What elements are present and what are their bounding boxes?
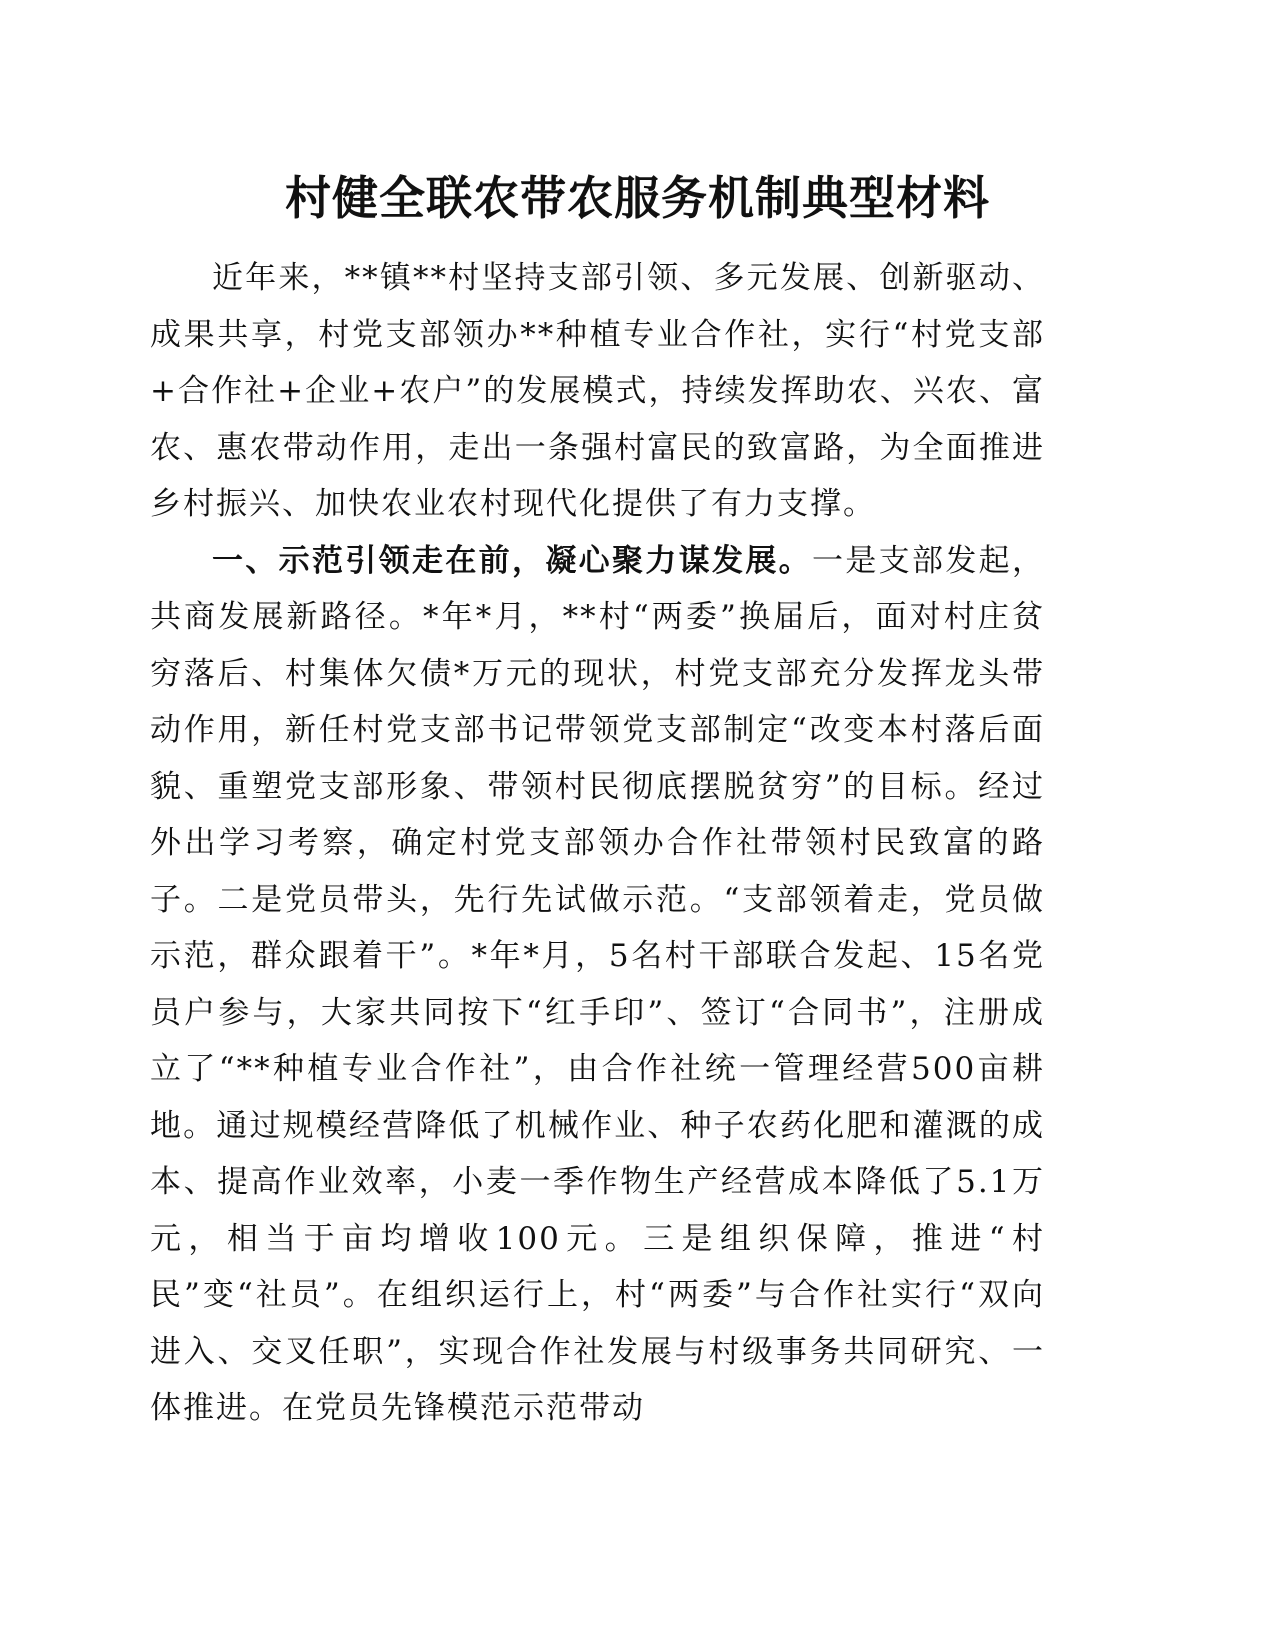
- document-body: [150, 250, 1045, 1437]
- section1-text: 一是支部发起，共商发展新路径。*年*月，**村“两委”换届后，面对村庄贫穷落后、村集体欠债*万元的现状，村党支部充分发挥龙头带动作用，新任村党支部书记带领党支部制定“改变本村落后面貌、重塑党支部形象、带领村民彻底摆脱贫穷”的目标。经过外出学习考察，确定村党支部领办合作社带领村民致富的路子。二是党员带头，先行先试做示范。“支部领着走，党员做示范，群众跟着干”。*年*月，5名村干部联合发起、15名党员户参与，大家共同按下“红手印”、签订“合同书”，注册成立了“**种植专业合作社”，由合作社统一管理经营500亩耕地。通过规模经营降低了机械作业、种子农药化肥和灌溉的成本、提高作业效率，小麦一季作物生产经营成本降低了5.1万元，相当于亩均增收100元。三是组织保障，推进“村民”变“社员”。在组织运行上，村“两委”与合作社实行“双向进入、交叉任职”，实现合作社发展与村级事务共同研究、一体推进。在党员先锋模范示范带动: [150, 542, 1045, 1426]
- section1-paragraph: [150, 533, 1045, 1437]
- section1-heading: 一、示范引领走在前，凝心聚力谋发展。: [212, 542, 812, 579]
- intro-paragraph: 近年来，**镇**村坚持支部引领、多元发展、创新驱动、成果共享，村党支部领办**种植专业合作社，实行“村党支部+合作社+企业+农户”的发展模式，持续发挥助农、兴农、富农、惠农带动作用，走出一条强村富民的致富路，为全面推进乡村振兴、加快农业农村现代化提供了有力支撑。: [150, 260, 1045, 522]
- document-title: 村健全联农带农服务机制典型材料: [285, 171, 990, 225]
